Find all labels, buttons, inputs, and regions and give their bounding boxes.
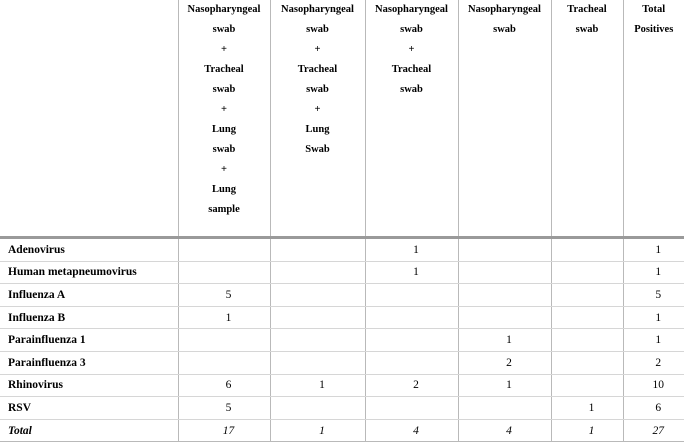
table-cell: 2 [365,374,458,397]
table-cell [270,306,365,329]
table-cell [270,397,365,420]
row-label: Adenovirus [0,238,178,262]
table-cell: 1 [623,306,684,329]
column-header-line: swab [179,80,270,100]
column-header [458,0,551,238]
table-cell: 1 [458,374,551,397]
table-cell [458,306,551,329]
row-label: RSV [0,397,178,420]
table-cell [458,397,551,420]
row-label: Rhinovirus [0,374,178,397]
column-header-line: Lung [179,120,270,140]
table-body [0,238,684,442]
column-header-line: swab [271,80,365,100]
table-cell: 1 [551,397,623,420]
table-cell [551,374,623,397]
table-cell: 10 [623,374,684,397]
row-label: Influenza A [0,284,178,307]
table-cell [365,306,458,329]
column-header-line: swab [271,20,365,40]
header-corner-cell [0,0,178,238]
column-header-line: Tracheal [366,60,458,80]
table-cell: 1 [458,329,551,352]
column-header-line: Tracheal [271,60,365,80]
table-cell: 5 [623,284,684,307]
table-cell [551,238,623,262]
table-cell: 6 [178,374,270,397]
column-header-line: + [179,160,270,180]
table-cell: 5 [178,397,270,420]
table-row [0,284,684,307]
table-cell: 17 [178,419,270,442]
table-cell: 1 [623,261,684,284]
table-row [0,351,684,374]
table-cell [270,351,365,374]
table-row [0,306,684,329]
table-cell: 1 [270,374,365,397]
table-cell: 1 [270,419,365,442]
column-header-line: + [271,100,365,120]
column-header-line: Lung [271,120,365,140]
table-row [0,238,684,262]
table-cell [270,261,365,284]
table-cell: 1 [551,419,623,442]
column-header-line: Positives [624,20,684,40]
table-row [0,397,684,420]
table-cell [365,351,458,374]
column-header-line: + [179,40,270,60]
table-cell [551,329,623,352]
column-header-line: swab [366,20,458,40]
column-header-line: Nasopharyngeal [366,0,458,20]
table-cell: 2 [623,351,684,374]
column-header-line: Tracheal [179,60,270,80]
row-label: Influenza B [0,306,178,329]
table-cell [270,329,365,352]
table-cell [365,397,458,420]
column-header [551,0,623,238]
table-row [0,261,684,284]
table-cell: 6 [623,397,684,420]
column-header-line: + [271,40,365,60]
column-header [365,0,458,238]
table-row [0,374,684,397]
table-cell: 1 [623,329,684,352]
column-header-line: Total [624,0,684,20]
column-header-line: Nasopharyngeal [179,0,270,20]
table-cell [551,306,623,329]
table-cell [458,238,551,262]
table-cell: 27 [623,419,684,442]
column-header [623,0,684,238]
table-cell [270,238,365,262]
table-cell [551,284,623,307]
table-cell: 1 [365,238,458,262]
column-header-line: Nasopharyngeal [271,0,365,20]
column-header-line: swab [552,20,623,40]
row-label: Human metapneumovirus [0,261,178,284]
total-row [0,419,684,442]
table-cell: 4 [365,419,458,442]
column-header-line: Nasopharyngeal [459,0,551,20]
table-cell [365,284,458,307]
row-label: Parainfluenza 1 [0,329,178,352]
column-header-line: swab [459,20,551,40]
table-cell: 1 [365,261,458,284]
column-header-line: swab [179,140,270,160]
column-header [178,0,270,238]
table-row [0,329,684,352]
column-header-line: Tracheal [552,0,623,20]
table-cell [365,329,458,352]
row-label: Parainfluenza 3 [0,351,178,374]
column-header-line: swab [366,80,458,100]
table-cell: 2 [458,351,551,374]
table-cell [178,351,270,374]
table-cell [551,351,623,374]
column-header-line: swab [179,20,270,40]
column-header-line: sample [179,200,270,220]
table-cell: 1 [178,306,270,329]
table-cell: 1 [623,238,684,262]
table-cell [458,261,551,284]
column-header-line: + [366,40,458,60]
table-cell [551,261,623,284]
total-row-label: Total [0,419,178,442]
table-cell: 4 [458,419,551,442]
table-cell [178,238,270,262]
table-cell [458,284,551,307]
table-cell [270,284,365,307]
column-header [270,0,365,238]
table-cell: 5 [178,284,270,307]
table-cell [178,329,270,352]
column-header-line: Swab [271,140,365,160]
column-header-line: + [179,100,270,120]
table-cell [178,261,270,284]
column-header-line: Lung [179,180,270,200]
